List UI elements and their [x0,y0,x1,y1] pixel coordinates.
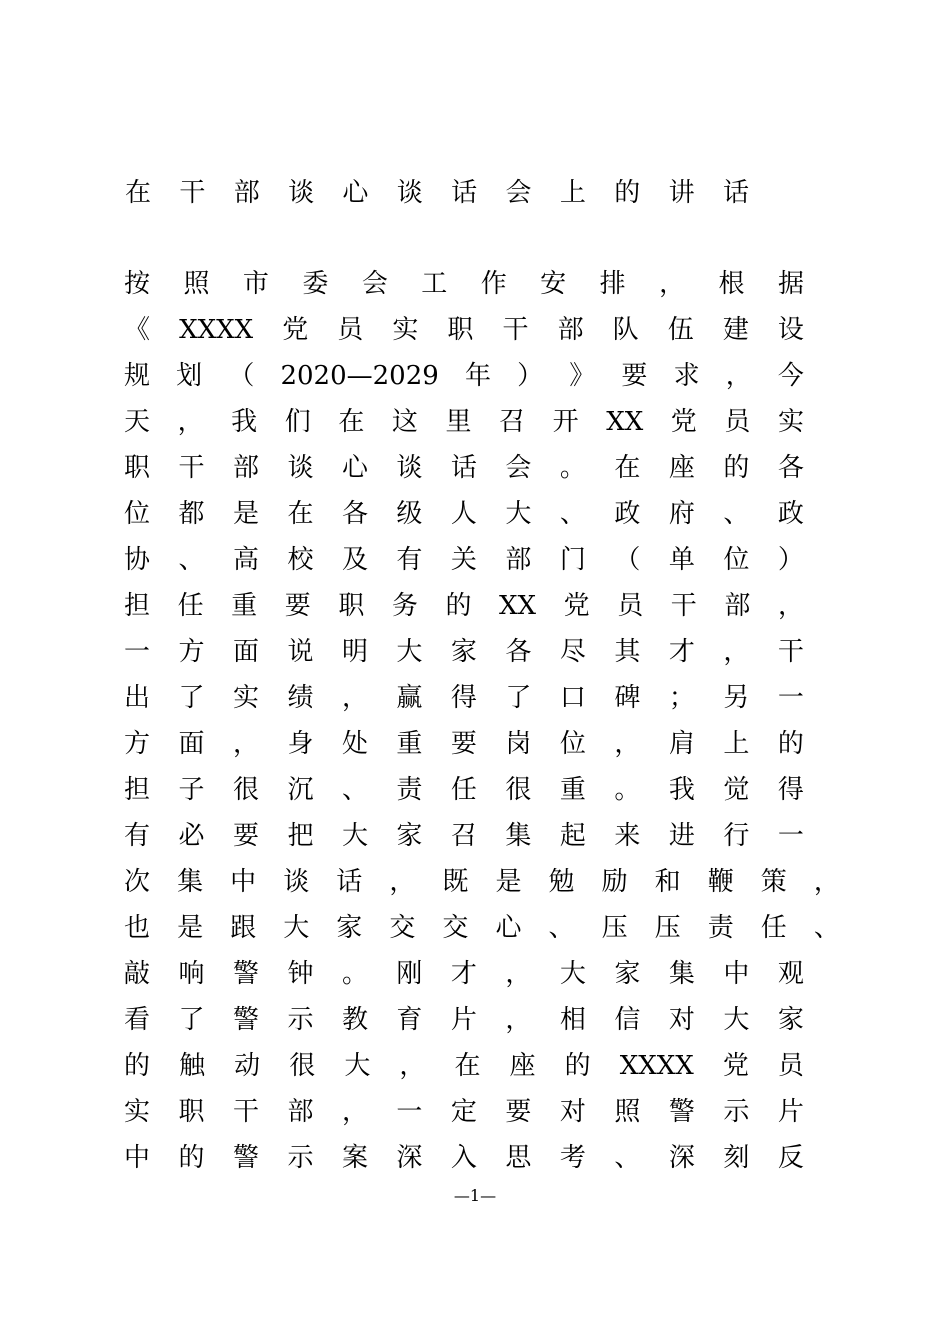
text-line [124,1043,804,1089]
text-token: 很 [289,1051,316,1081]
text-token: 今 [777,361,804,391]
text-line [124,307,804,353]
text-token: 行 [723,821,750,851]
text-token: 队 [612,315,639,345]
text-token: 交 [442,913,469,943]
title-char: 上 [559,177,586,208]
text-token: 上 [723,729,750,759]
title-char: 部 [233,177,260,208]
text-token: 家 [396,821,423,851]
text-token: 校 [287,545,314,575]
text-token: 重 [231,591,258,621]
text-token: 照 [183,269,210,299]
text-token: 设 [777,315,804,345]
text-token: 部 [724,591,751,621]
text-token: 片 [777,1097,804,1127]
text-token: 、 [614,1143,641,1173]
text-token: 谈 [287,453,314,483]
text-token: 考 [559,1143,586,1173]
text-token: 委 [302,269,329,299]
text-line [124,261,804,307]
title-char: 心 [342,177,369,208]
text-token: 示 [723,1097,750,1127]
text-token: 定 [450,1097,477,1127]
text-token: 都 [178,499,205,529]
text-token: 思 [505,1143,532,1173]
text-token: 干 [670,591,697,621]
text-token: 2020—2029 [280,361,439,391]
text-token: 次 [124,867,151,897]
text-token: 了 [178,683,205,713]
text-token: 重 [559,775,586,805]
text-token: （ [614,545,641,575]
text-token: 我 [668,775,695,805]
title-char: 会 [505,177,532,208]
text-token: 有 [124,821,151,851]
text-line [124,399,804,445]
text-token: 关 [450,545,477,575]
text-token: 排 [599,269,626,299]
text-token: 协 [124,545,151,575]
text-token: 府 [668,499,695,529]
text-token: 案 [341,1143,368,1173]
text-token: 钟 [287,959,314,989]
text-token: 中 [124,1143,151,1173]
text-token: ， [341,683,368,713]
text-token: 家 [336,913,363,943]
text-token: 责 [396,775,423,805]
text-line [124,997,804,1043]
text-token: 会 [361,269,388,299]
text-token: 的 [124,1051,151,1081]
text-token: 育 [396,1005,423,1035]
text-line [124,1135,804,1181]
text-token: 家 [450,637,477,667]
text-token: XX [499,591,537,621]
text-token: 实 [777,407,804,437]
text-token: ， [659,269,686,299]
text-token: 员 [337,315,364,345]
text-token: XXXX [179,315,254,345]
text-token: 的 [564,1051,591,1081]
text-token: 觉 [723,775,750,805]
text-token: 我 [231,407,258,437]
title-char: 话 [451,177,478,208]
text-token: 干 [232,1097,259,1127]
text-token: 求 [673,361,700,391]
text-token: 各 [777,453,804,483]
text-token: 照 [614,1097,641,1127]
text-token: 肩 [668,729,695,759]
text-token: 刻 [723,1143,750,1173]
text-token: 职 [338,591,365,621]
text-token: 党 [282,315,309,345]
title-char: 在 [124,177,151,208]
text-token: 大 [396,637,423,667]
text-token: 压 [601,913,628,943]
text-token: ， [505,1005,532,1035]
text-token: 处 [341,729,368,759]
text-token: 及 [341,545,368,575]
text-token: 在 [614,453,641,483]
text-token: 教 [341,1005,368,1035]
text-token: ， [723,637,750,667]
text-token: 集 [668,959,695,989]
text-token: 入 [450,1143,477,1173]
text-token: 家 [614,959,641,989]
text-token: 有 [396,545,423,575]
text-line [124,537,804,583]
text-token: 要 [621,361,648,391]
text-token: 据 [777,269,804,299]
text-token: 召 [499,407,526,437]
text-token: 话 [450,453,477,483]
text-token: 里 [445,407,472,437]
text-token: 各 [505,637,532,667]
text-token: 作 [480,269,507,299]
text-token: 工 [421,269,448,299]
text-token: 责 [707,913,734,943]
text-token: 》 [569,361,596,391]
text-token: 了 [178,1005,205,1035]
text-token: 既 [442,867,469,897]
text-token: 会 [505,453,532,483]
text-token: 干 [777,637,804,667]
text-token: 实 [124,1097,151,1127]
text-token: 勉 [548,867,575,897]
text-token: ； [668,683,695,713]
text-token: 各 [341,499,368,529]
text-token: 面 [178,729,205,759]
text-token: 和 [654,867,681,897]
text-token: 部 [505,545,532,575]
text-line [124,859,840,905]
title-char: 谈 [288,177,315,208]
text-token: 员 [777,1051,804,1081]
text-token: XXXX [619,1051,694,1081]
text-token: 片 [450,1005,477,1035]
text-token: 大 [505,499,532,529]
text-token: 集 [505,821,532,851]
text-token: 口 [559,683,586,713]
text-token: 一 [777,683,804,713]
text-token: 来 [614,821,641,851]
text-token: 警 [232,1143,259,1173]
text-token: 这 [391,407,418,437]
text-token: 观 [777,959,804,989]
text-token: 职 [447,315,474,345]
text-token: 很 [505,775,532,805]
text-line [124,1089,804,1135]
text-token: 其 [614,637,641,667]
text-token: 谈 [396,453,423,483]
text-line [124,675,804,721]
text-token: 很 [232,775,259,805]
title-char: 话 [722,177,749,208]
text-token: ， [389,867,416,897]
text-token: 敲 [124,959,151,989]
text-line [124,951,804,997]
text-token: 警 [232,959,259,989]
text-token: 党 [722,1051,749,1081]
text-token: 们 [284,407,311,437]
text-token: 、 [559,499,586,529]
text-token: 务 [391,591,418,621]
text-token: 任 [177,591,204,621]
text-token: 要 [505,1097,532,1127]
text-token: 员 [617,591,644,621]
text-token: 任 [450,775,477,805]
text-token: 出 [124,683,151,713]
text-line [124,813,804,859]
text-token: 岗 [505,729,532,759]
text-token: 职 [124,453,151,483]
text-token: 政 [614,499,641,529]
text-token: 了 [505,683,532,713]
text-token: 跟 [230,913,257,943]
text-token: 励 [601,867,628,897]
text-token: 相 [559,1005,586,1035]
text-line [124,767,804,813]
text-token: 才 [668,637,695,667]
text-token: 安 [540,269,567,299]
text-token: 触 [179,1051,206,1081]
text-token: ， [505,959,532,989]
text-token: 对 [559,1097,586,1127]
text-token: ， [341,1097,368,1127]
text-token: （ [228,361,255,391]
text-token: 市 [242,269,269,299]
text-token: 大 [559,959,586,989]
text-token: 压 [654,913,681,943]
page-number: —1— [453,1186,497,1205]
text-token: 座 [509,1051,536,1081]
text-token: 说 [287,637,314,667]
text-token: 刚 [396,959,423,989]
text-line [124,353,804,399]
text-token: 沉 [287,775,314,805]
text-token: 也 [124,913,151,943]
text-token: XX [606,407,644,437]
text-token: 反 [777,1143,804,1173]
text-token: 员 [724,407,751,437]
text-token: 在 [454,1051,481,1081]
text-token: 、 [548,913,575,943]
text-token: 实 [232,683,259,713]
text-token: 示 [287,1005,314,1035]
text-token: 在 [287,499,314,529]
text-token: 示 [287,1143,314,1173]
text-token: 按 [124,269,151,299]
text-token: 碑 [614,683,641,713]
text-token: ， [777,591,804,621]
text-token: 年 [464,361,491,391]
text-token: 面 [232,637,259,667]
text-token: 赢 [396,683,423,713]
text-token: 根 [718,269,745,299]
text-token: 开 [552,407,579,437]
title-char: 讲 [668,177,695,208]
text-token: 深 [668,1143,695,1173]
text-token: 把 [287,821,314,851]
text-token: 规 [124,361,151,391]
text-line [124,721,804,767]
text-token: 、 [178,545,205,575]
text-token: 的 [723,453,750,483]
text-token: 。 [614,775,641,805]
text-token: 职 [178,1097,205,1127]
text-token: 政 [777,499,804,529]
text-line [124,583,804,629]
text-token: 大 [344,1051,371,1081]
text-token: 部 [232,453,259,483]
text-token: 一 [124,637,151,667]
text-token: ） [777,545,804,575]
text-token: 得 [777,775,804,805]
text-token: ， [177,407,204,437]
text-token: 伍 [667,315,694,345]
text-token: 单 [668,545,695,575]
text-token: 看 [124,1005,151,1035]
text-token: 人 [450,499,477,529]
text-token: 高 [232,545,259,575]
text-token: ， [614,729,641,759]
text-token: 。 [559,453,586,483]
text-token: 座 [668,453,695,483]
document-body [124,261,844,1181]
text-token: 级 [396,499,423,529]
text-token: 位 [723,545,750,575]
text-token: 心 [341,453,368,483]
text-line [124,445,804,491]
text-token: 要 [450,729,477,759]
text-token: 实 [392,315,419,345]
text-line [124,905,840,951]
text-token: 深 [396,1143,423,1173]
text-token: ， [725,361,752,391]
text-token: 召 [450,821,477,851]
text-token: ， [813,867,840,897]
text-token: 、 [341,775,368,805]
text-token: 另 [723,683,750,713]
text-token: 干 [178,453,205,483]
text-token: 策 [760,867,787,897]
text-token: 划 [176,361,203,391]
text-token: 《 [124,315,151,345]
text-token: 对 [668,1005,695,1035]
text-token: 。 [341,959,368,989]
text-token: 得 [450,683,477,713]
document-title [124,170,824,210]
text-token: ， [399,1051,426,1081]
text-token: 部 [287,1097,314,1127]
text-token: 集 [177,867,204,897]
text-token: 建 [722,315,749,345]
text-token: 重 [396,729,423,759]
title-char: 干 [179,177,206,208]
text-token: 任 [760,913,787,943]
text-token: 明 [341,637,368,667]
text-token: 部 [557,315,584,345]
text-token: 子 [178,775,205,805]
text-token: 的 [445,591,472,621]
text-token: 、 [813,913,840,943]
text-token: 必 [178,821,205,851]
text-token: 在 [338,407,365,437]
text-token: 是 [177,913,204,943]
title-char: 的 [614,177,641,208]
text-token: 中 [723,959,750,989]
text-token: 位 [124,499,151,529]
text-token: 的 [178,1143,205,1173]
text-line [124,491,804,537]
text-token: 响 [178,959,205,989]
text-token: 党 [670,407,697,437]
text-token: 家 [777,1005,804,1035]
text-token: 大 [283,913,310,943]
text-token: 党 [563,591,590,621]
text-line [124,629,804,675]
text-token: 的 [777,729,804,759]
text-token: 话 [336,867,363,897]
text-token: 警 [668,1097,695,1127]
text-token: 要 [232,821,259,851]
text-token: 一 [396,1097,423,1127]
text-token: 是 [232,499,259,529]
text-token: 门 [559,545,586,575]
text-token: 担 [124,775,151,805]
text-token: 要 [284,591,311,621]
text-token: 干 [502,315,529,345]
text-token: 大 [723,1005,750,1035]
text-token: 心 [495,913,522,943]
text-token: 信 [614,1005,641,1035]
document-title-text [124,172,750,209]
text-token: ， [232,729,259,759]
title-char: 谈 [396,177,423,208]
text-token: 天 [124,407,151,437]
text-token: 才 [450,959,477,989]
text-token: 起 [559,821,586,851]
text-token: 动 [234,1051,261,1081]
text-token: 一 [777,821,804,851]
text-token: 位 [559,729,586,759]
text-token: 、 [723,499,750,529]
text-token: 担 [124,591,151,621]
text-token: 大 [341,821,368,851]
text-token: 方 [178,637,205,667]
text-token: 是 [495,867,522,897]
text-token: 身 [287,729,314,759]
text-token: 尽 [559,637,586,667]
text-token: 中 [230,867,257,897]
text-token: 进 [668,821,695,851]
text-token: 绩 [287,683,314,713]
text-token: 鞭 [707,867,734,897]
text-token: ） [517,361,544,391]
text-token: 谈 [283,867,310,897]
text-token: 方 [124,729,151,759]
text-token: 警 [232,1005,259,1035]
text-token: 交 [389,913,416,943]
